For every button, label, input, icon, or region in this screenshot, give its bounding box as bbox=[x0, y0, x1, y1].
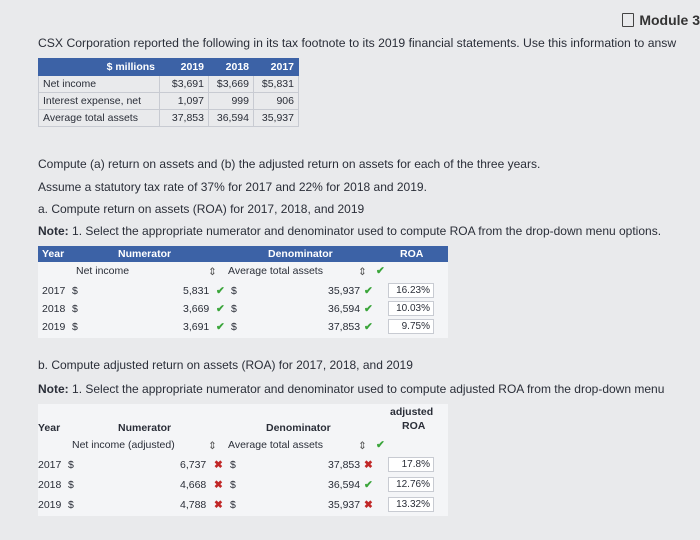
roa-value: 12.76 bbox=[396, 479, 422, 490]
numerator-input[interactable]: 5,831 bbox=[183, 285, 210, 297]
table-row bbox=[38, 282, 448, 302]
numerator-input[interactable]: 4,788 bbox=[180, 499, 207, 511]
instruction-line: Assume a statutory tax rate of 37% for 2017 and 22% for 2018 and 2019. bbox=[38, 180, 427, 194]
percent: % bbox=[421, 285, 430, 296]
denominator-input[interactable]: 35,937 bbox=[328, 285, 361, 297]
roa-value: 9.75 bbox=[401, 321, 422, 332]
cross-icon: ✖ bbox=[214, 479, 223, 491]
table-row bbox=[38, 496, 448, 516]
cell: 999 bbox=[209, 93, 254, 110]
col-numerator: Numerator bbox=[118, 422, 172, 434]
denominator-input[interactable]: 37,853 bbox=[328, 321, 361, 333]
cell: 35,937 bbox=[254, 110, 299, 127]
numerator-input[interactable]: 6,737 bbox=[180, 459, 207, 471]
intro-text: CSX Corporation reported the following in its tax footnote to its 2019 financial statements. Use this information to answ bbox=[38, 36, 677, 50]
dollar: $ bbox=[68, 459, 74, 471]
check-icon: ✔ bbox=[376, 439, 385, 451]
denominator-input[interactable]: 35,937 bbox=[328, 499, 361, 511]
check-icon: ✔ bbox=[364, 285, 373, 297]
col-roa-line1: adjusted bbox=[390, 406, 434, 418]
cell: 36,594 bbox=[209, 110, 254, 127]
denominator-input[interactable]: 36,594 bbox=[328, 479, 361, 491]
adjusted-roa-table bbox=[38, 404, 448, 516]
adjusted-roa-input[interactable] bbox=[388, 477, 434, 492]
numerator-input[interactable]: 3,669 bbox=[183, 303, 210, 315]
select-arrows-icon[interactable]: ⇕ bbox=[358, 440, 367, 452]
dollar: $ bbox=[230, 499, 236, 511]
col-denominator: Denominator bbox=[268, 248, 333, 260]
part-b-title: b. Compute adjusted return on assets (ROA) for 2017, 2018, and 2019 bbox=[38, 358, 413, 372]
note-text: 1. Select the appropriate numerator and denominator used to compute ROA from the drop-down menu options. bbox=[72, 224, 662, 238]
financial-table-header bbox=[39, 59, 299, 76]
table-row bbox=[39, 76, 299, 93]
percent: % bbox=[421, 479, 430, 490]
dollar: $ bbox=[231, 303, 237, 315]
denominator-select[interactable]: Average total assets bbox=[228, 439, 323, 451]
roa-input[interactable] bbox=[388, 319, 434, 334]
select-arrows-icon[interactable]: ⇕ bbox=[208, 440, 217, 452]
numerator-input[interactable]: 4,668 bbox=[180, 479, 207, 491]
check-icon: ✔ bbox=[376, 265, 385, 277]
check-icon: ✔ bbox=[364, 479, 373, 491]
cross-icon: ✖ bbox=[364, 459, 373, 471]
check-icon: ✔ bbox=[364, 303, 373, 315]
row-label: Interest expense, net bbox=[39, 93, 160, 110]
dollar: $ bbox=[230, 479, 236, 491]
table-row bbox=[39, 110, 299, 127]
note-label: Note: bbox=[38, 382, 69, 396]
col-year: Year bbox=[38, 422, 61, 434]
cell: 37,853 bbox=[160, 110, 209, 127]
col-denominator: Denominator bbox=[266, 422, 331, 434]
module-header bbox=[622, 8, 700, 32]
table-row bbox=[39, 93, 299, 110]
roa-table bbox=[38, 246, 448, 338]
cell: 1,097 bbox=[160, 93, 209, 110]
cross-icon: ✖ bbox=[214, 499, 223, 511]
percent: % bbox=[421, 303, 430, 314]
percent: % bbox=[421, 459, 430, 470]
select-arrows-icon[interactable]: ⇕ bbox=[208, 266, 217, 278]
note-label: Note: bbox=[38, 224, 69, 238]
roa-value: 13.32 bbox=[396, 499, 422, 510]
dollar: $ bbox=[230, 459, 236, 471]
check-icon: ✔ bbox=[216, 303, 225, 315]
roa-input[interactable] bbox=[388, 301, 434, 316]
check-icon: ✔ bbox=[364, 321, 373, 333]
table-row bbox=[38, 456, 448, 476]
document-icon bbox=[622, 13, 634, 27]
numerator-select[interactable]: Net income bbox=[76, 265, 130, 277]
part-b-note bbox=[38, 382, 664, 396]
numerator-input[interactable]: 3,691 bbox=[183, 321, 210, 333]
cell: 906 bbox=[254, 93, 299, 110]
year: 2019 bbox=[38, 499, 62, 511]
denominator-input[interactable]: 36,594 bbox=[328, 303, 361, 315]
row-label: Average total assets bbox=[39, 110, 160, 127]
numerator-select[interactable]: Net income (adjusted) bbox=[72, 439, 175, 451]
table-row bbox=[38, 300, 448, 320]
cross-icon: ✖ bbox=[214, 459, 223, 471]
roa-value: 16.23 bbox=[396, 285, 422, 296]
percent: % bbox=[421, 499, 430, 510]
financial-table bbox=[38, 58, 299, 127]
check-icon: ✔ bbox=[216, 285, 225, 297]
col-numerator: Numerator bbox=[118, 248, 172, 260]
col-roa: ROA bbox=[400, 248, 424, 260]
col-header: 2017 bbox=[254, 59, 299, 76]
cell: $5,831 bbox=[254, 76, 299, 93]
row-label: Net income bbox=[39, 76, 160, 93]
col-year: Year bbox=[42, 248, 65, 260]
note-text: 1. Select the appropriate numerator and denominator used to compute adjusted ROA from the drop-down menu bbox=[72, 382, 665, 396]
adjusted-roa-table-header bbox=[38, 404, 448, 436]
dollar: $ bbox=[72, 321, 78, 333]
roa-value: 10.03 bbox=[396, 303, 422, 314]
check-icon: ✔ bbox=[216, 321, 225, 333]
year: 2018 bbox=[38, 479, 62, 491]
instruction-line: Compute (a) return on assets and (b) the adjusted return on assets for each of the three years. bbox=[38, 157, 541, 171]
dollar: $ bbox=[68, 479, 74, 491]
col-roa-line2: ROA bbox=[402, 420, 426, 432]
selector-row bbox=[38, 262, 448, 282]
col-header: $ millions bbox=[39, 59, 160, 76]
cell: $3,691 bbox=[160, 76, 209, 93]
table-row bbox=[38, 318, 448, 338]
selector-row bbox=[38, 436, 448, 456]
denominator-input[interactable]: 37,853 bbox=[328, 459, 361, 471]
year: 2018 bbox=[42, 303, 66, 315]
cross-icon: ✖ bbox=[364, 499, 373, 511]
dollar: $ bbox=[72, 285, 78, 297]
part-a-title: a. Compute return on assets (ROA) for 2017, 2018, and 2019 bbox=[38, 202, 365, 216]
dollar: $ bbox=[72, 303, 78, 315]
dollar: $ bbox=[68, 499, 74, 511]
col-header: 2019 bbox=[160, 59, 209, 76]
select-arrows-icon[interactable]: ⇕ bbox=[358, 266, 367, 278]
table-row bbox=[38, 476, 448, 496]
part-a-note bbox=[38, 224, 661, 238]
roa-value: 17.8 bbox=[401, 459, 422, 470]
roa-table-header bbox=[38, 246, 448, 262]
denominator-select[interactable]: Average total assets bbox=[228, 265, 323, 277]
year: 2019 bbox=[42, 321, 66, 333]
year: 2017 bbox=[38, 459, 62, 471]
roa-input[interactable] bbox=[388, 283, 434, 298]
percent: % bbox=[421, 321, 430, 332]
col-header: 2018 bbox=[209, 59, 254, 76]
adjusted-roa-input[interactable] bbox=[388, 497, 434, 512]
adjusted-roa-input[interactable] bbox=[388, 457, 434, 472]
dollar: $ bbox=[231, 285, 237, 297]
dollar: $ bbox=[231, 321, 237, 333]
year: 2017 bbox=[42, 285, 66, 297]
module-label: Module 3 bbox=[639, 12, 700, 28]
cell: $3,669 bbox=[209, 76, 254, 93]
